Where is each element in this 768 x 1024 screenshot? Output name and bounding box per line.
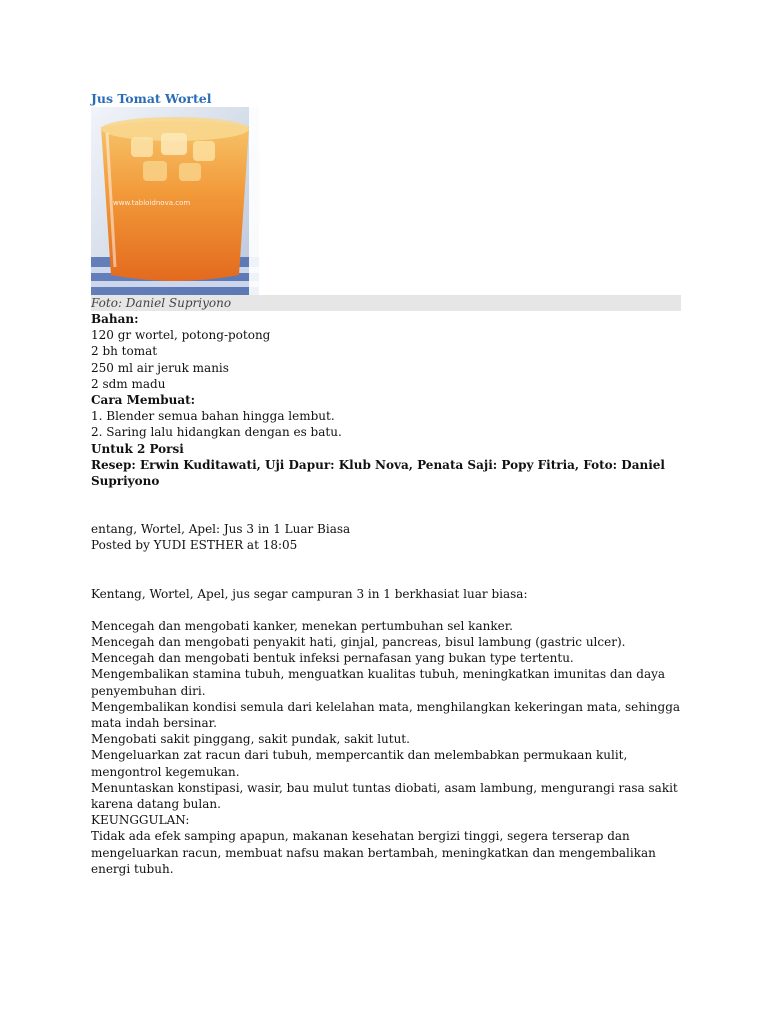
benefits-list [91, 618, 681, 812]
ingredient-item: 2 bh tomat [91, 344, 158, 359]
benefit-item: Mengeluarkan zat racun dari tubuh, mempercantik dan melembabkan permukaan kulit, mengontrol kegemukan. [91, 748, 628, 779]
post-byline: Posted by YUDI ESTHER at 18:05 [91, 538, 298, 553]
method-step: 2. Saring lalu hidangkan dengan es batu. [91, 425, 342, 440]
photo-credit: Foto: Daniel Supriyono [91, 295, 681, 311]
ingredient-item: 120 gr wortel, potong-potong [91, 328, 271, 343]
document-page [91, 90, 681, 877]
recipe-title: Jus Tomat Wortel [91, 91, 212, 106]
benefit-item: Mencegah dan mengobati bentuk infeksi pernafasan yang bukan type tertentu. [91, 651, 574, 666]
photo-watermark: www.tabloidnova.com [113, 199, 191, 207]
post-intro: Kentang, Wortel, Apel, jus segar campuran 3 in 1 berkhasiat luar biasa: [91, 586, 528, 601]
ingredients-list [91, 327, 681, 392]
benefit-item: Mengembalikan stamina tubuh, menguatkan kualitas tubuh, meningkatkan imunitas dan daya penyembuhan diri. [91, 667, 666, 698]
method-step: 1. Blender semua bahan hingga lembut. [91, 409, 335, 424]
method-heading: Cara Membuat: [91, 393, 196, 408]
ingredient-item: 2 sdm madu [91, 376, 166, 391]
benefit-item: Menuntaskan konstipasi, wasir, bau mulut tuntas diobati, asam lambung, mengurangi rasa sakit karena datang bulan. [91, 780, 678, 812]
juice-photo [91, 107, 259, 295]
benefit-item: Mencegah dan mengobati kanker, menekan pertumbuhan sel kanker. [91, 618, 513, 633]
ingredients-heading: Bahan: [91, 312, 139, 326]
advantages-heading: KEUNGGULAN: [91, 813, 190, 828]
post-title: entang, Wortel, Apel: Jus 3 in 1 Luar Biasa [91, 522, 351, 537]
juice-glass-illustration [91, 107, 259, 295]
recipe-credits: Resep: Erwin Kuditawati, Uji Dapur: Klub Nova, Penata Saji: Popy Fitria, Foto: Daniel Supriyono [91, 457, 665, 489]
ingredient-item: 250 ml air jeruk manis [91, 360, 229, 375]
benefit-item: Mengembalikan kondisi semula dari kelelahan mata, menghilangkan kekeringan mata, sehingga mata indah bersinar. [91, 699, 681, 731]
advantages-text: Tidak ada efek samping apapun, makanan kesehatan bergizi tinggi, segera terserap dan mengeluarkan racun, membuat nafsu makan bertambah, meningkatkan dan mengembalikan energi tubuh. [91, 829, 656, 876]
benefit-item: Mengobati sakit pinggang, sakit pundak, sakit lutut. [91, 732, 410, 747]
servings: Untuk 2 Porsi [91, 441, 184, 456]
benefit-item: Mencegah dan mengobati penyakit hati, ginjal, pancreas, bisul lambung (gastric ulcer). [91, 635, 626, 650]
